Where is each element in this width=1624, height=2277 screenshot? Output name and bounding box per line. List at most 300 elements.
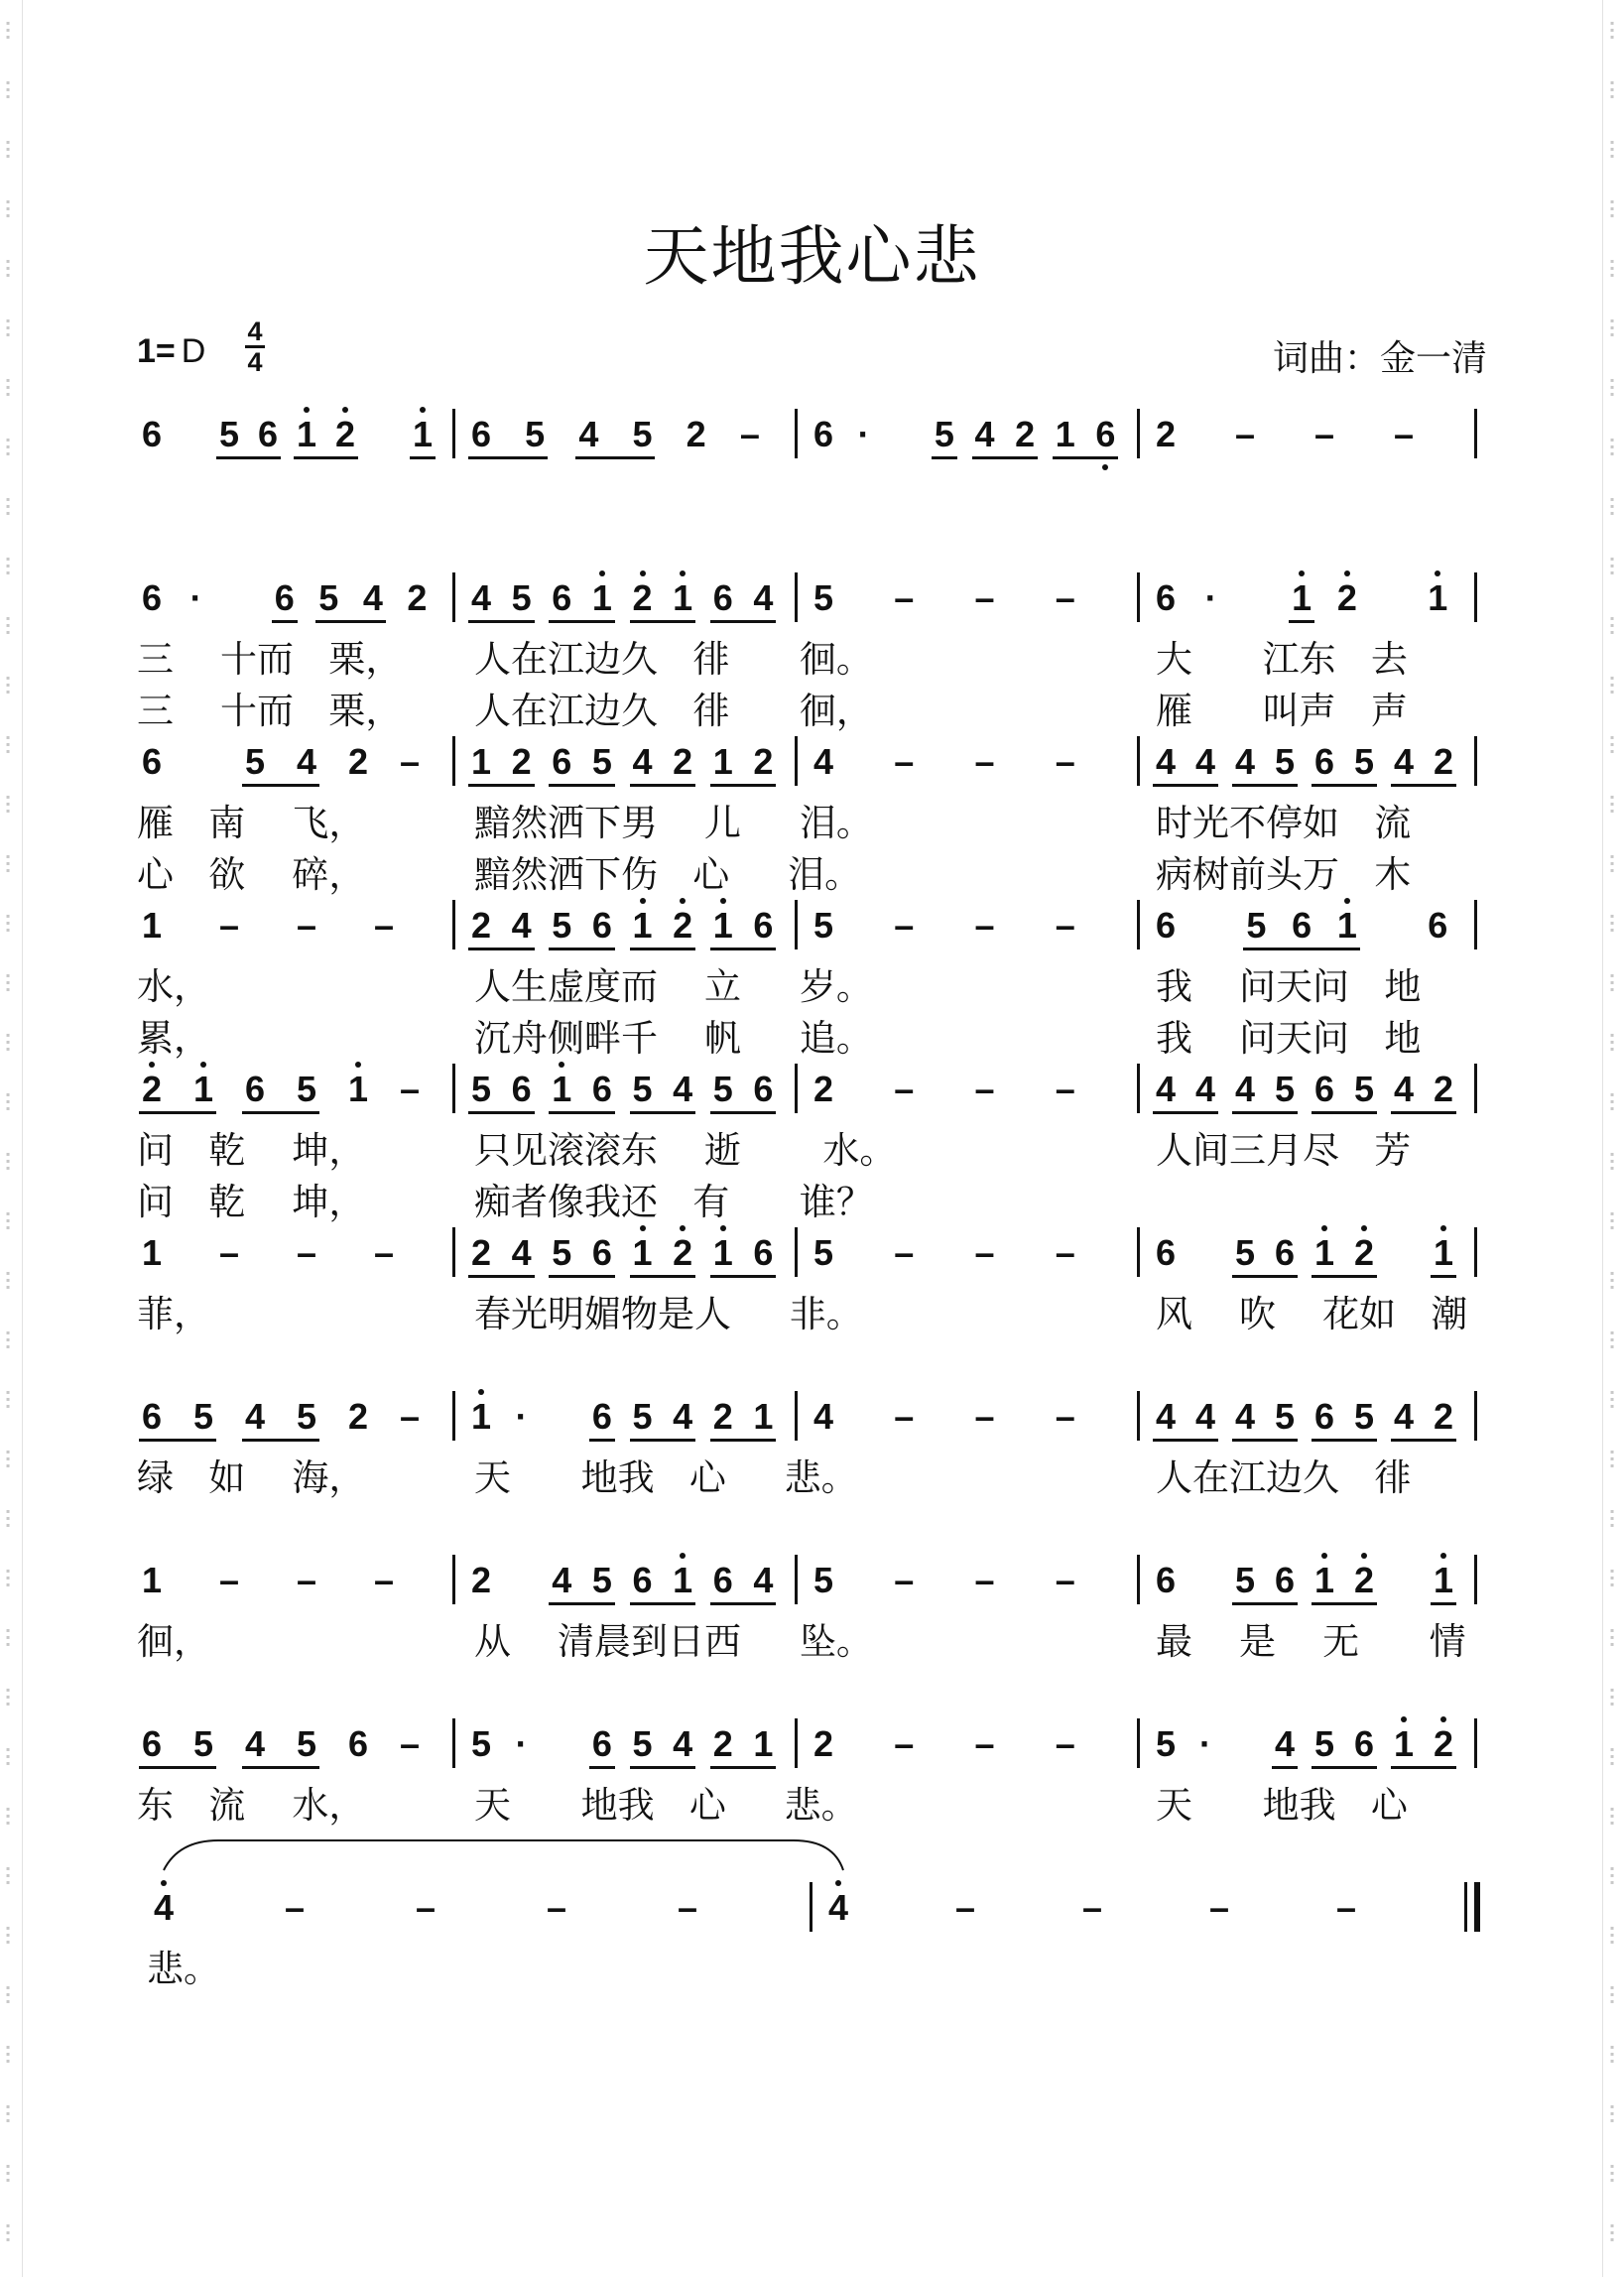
- beam-underline: [272, 620, 298, 623]
- note: –: [1081, 1887, 1103, 1928]
- note: 1: [141, 1560, 163, 1600]
- note: –: [218, 1560, 240, 1600]
- beam-underline: [468, 784, 535, 787]
- watermark-mark: ▪ ▪ ▪: [1609, 2222, 1615, 2243]
- note: 4: [296, 741, 317, 782]
- note: 6: [141, 577, 163, 618]
- watermark-mark: ▪ ▪ ▪: [5, 1449, 11, 1469]
- note: 2: [334, 414, 356, 454]
- octave-dot-high: [1299, 570, 1305, 576]
- watermark-mark: ▪ ▪ ▪: [1609, 615, 1615, 636]
- beam-underline: [1053, 456, 1119, 459]
- note: 5: [812, 905, 834, 946]
- barline: [1474, 1555, 1477, 1604]
- note: 4: [974, 414, 995, 454]
- note: –: [894, 741, 915, 782]
- note: 6: [274, 577, 295, 618]
- note: –: [1208, 1887, 1230, 1928]
- note: –: [1055, 1560, 1075, 1600]
- note: 6: [470, 414, 492, 454]
- barline: [1474, 409, 1477, 458]
- beam-underline: [1312, 1766, 1377, 1769]
- note: 2: [347, 741, 369, 782]
- note: –: [677, 1887, 698, 1928]
- staff-system: [0, 570, 1624, 630]
- watermark-mark: ▪ ▪ ▪: [1609, 1091, 1615, 1112]
- watermark-mark: ▪ ▪ ▪: [5, 794, 11, 815]
- note: –: [284, 1887, 306, 1928]
- note: 5: [470, 1723, 492, 1764]
- note: 4: [753, 577, 774, 618]
- note: –: [218, 1232, 240, 1273]
- watermark-mark: ▪ ▪ ▪: [5, 1746, 11, 1767]
- watermark-mark: ▪ ▪ ▪: [5, 79, 11, 100]
- barline: [1137, 900, 1140, 949]
- beam-underline: [710, 1111, 777, 1114]
- note: 6: [1313, 741, 1335, 782]
- note: 4: [244, 1396, 266, 1437]
- note: 6: [1353, 1723, 1375, 1764]
- lyric-line: 我 问天问 地: [1156, 1017, 1422, 1060]
- note: 6: [244, 1069, 266, 1109]
- lyric-line: 人生虚度而 立 岁。: [474, 965, 873, 1008]
- note: –: [1055, 741, 1075, 782]
- barline: [1137, 1391, 1140, 1441]
- barline: [795, 1555, 798, 1604]
- beam-underline: [315, 620, 386, 623]
- note: 6: [1274, 1232, 1296, 1273]
- note: 1: [753, 1396, 774, 1437]
- watermark-mark: ▪ ▪ ▪: [5, 913, 11, 934]
- beam-underline: [468, 1111, 535, 1114]
- octave-dot-high: [680, 1553, 686, 1559]
- note: 1: [1336, 905, 1357, 946]
- beam-underline: [1312, 1602, 1377, 1605]
- note: –: [399, 1069, 421, 1109]
- note: ·: [189, 577, 202, 618]
- note: 5: [712, 1069, 733, 1109]
- watermark-mark: ▪ ▪ ▪: [1609, 1806, 1615, 1827]
- beam-underline: [1243, 948, 1359, 950]
- beam-underline: [1391, 1111, 1456, 1114]
- note: –: [974, 1396, 995, 1437]
- barline: [452, 1555, 455, 1604]
- barline: [1474, 572, 1477, 622]
- note: 5: [1313, 1723, 1335, 1764]
- beam-underline: [468, 456, 548, 459]
- watermark-mark: ▪ ▪ ▪: [5, 1389, 11, 1410]
- lyric-line: 最 是 无 情: [1156, 1620, 1466, 1663]
- note: 4: [511, 1232, 532, 1273]
- lyric-line: 水，: [137, 965, 210, 1008]
- lyric-line: 人在江边久 徘 徊，: [474, 690, 873, 732]
- lyric-line: 天 地我 心 悲。: [474, 1456, 858, 1499]
- beam-underline: [1431, 1602, 1456, 1605]
- watermark-mark: ▪ ▪ ▪: [1609, 1925, 1615, 1946]
- watermark-mark: ▪ ▪ ▪: [1609, 1746, 1615, 1767]
- note: –: [399, 741, 421, 782]
- beam-underline: [242, 1439, 319, 1442]
- staff-system: [0, 407, 1624, 466]
- note: 1: [712, 905, 733, 946]
- beam-underline: [630, 1111, 696, 1114]
- watermark-mark: ▪ ▪ ▪: [1609, 258, 1615, 279]
- note: 1: [1292, 577, 1312, 618]
- beam-underline: [710, 1275, 777, 1278]
- beam-underline: [1232, 1602, 1298, 1605]
- watermark-mark: ▪ ▪ ▪: [1609, 139, 1615, 160]
- octave-dot-high: [720, 898, 726, 904]
- octave-dot-high: [1344, 570, 1350, 576]
- note: 6: [1274, 1560, 1296, 1600]
- note: 4: [1234, 1396, 1256, 1437]
- staff-system: [0, 1389, 1624, 1449]
- note: 4: [673, 1396, 693, 1437]
- note: 6: [712, 577, 733, 618]
- note: –: [1055, 1232, 1075, 1273]
- beam-underline: [630, 1275, 696, 1278]
- note: 6: [812, 414, 834, 454]
- note: 2: [686, 414, 706, 454]
- note: 5: [1353, 741, 1375, 782]
- watermark-mark: ▪ ▪ ▪: [1609, 1389, 1615, 1410]
- note: 1: [1313, 1232, 1335, 1273]
- note: 2: [141, 1069, 163, 1109]
- beam-underline: [710, 620, 777, 623]
- beam-underline: [630, 1766, 696, 1769]
- octave-dot-high: [1321, 1553, 1327, 1559]
- note: 5: [1155, 1723, 1177, 1764]
- staff-system: [0, 1553, 1624, 1612]
- note: 1: [753, 1723, 774, 1764]
- barline: [1464, 1882, 1467, 1932]
- watermark-mark: ▪ ▪ ▪: [1609, 913, 1615, 934]
- beam-underline: [1153, 784, 1218, 787]
- barline: [795, 1718, 798, 1768]
- watermark-mark: ▪ ▪ ▪: [5, 615, 11, 636]
- note: 2: [1353, 1560, 1375, 1600]
- note: 1: [712, 1232, 733, 1273]
- note: –: [296, 905, 317, 946]
- note: 6: [141, 741, 163, 782]
- watermark-mark: ▪ ▪ ▪: [1609, 2163, 1615, 2184]
- watermark-mark: ▪ ▪ ▪: [5, 437, 11, 457]
- watermark-mark: ▪ ▪ ▪: [5, 2044, 11, 2065]
- beam-underline: [549, 1602, 615, 1605]
- watermark-mark: ▪ ▪ ▪: [1609, 20, 1615, 41]
- note: –: [974, 1560, 995, 1600]
- watermark-mark: ▪ ▪ ▪: [5, 556, 11, 576]
- lyric-line: 黯然洒下男 儿 泪。: [474, 802, 873, 844]
- barline: [1474, 900, 1477, 949]
- beam-underline: [1312, 1275, 1377, 1278]
- note: 1: [470, 1396, 492, 1437]
- watermark-mark: ▪ ▪ ▪: [5, 1329, 11, 1350]
- watermark-mark: ▪ ▪ ▪: [1609, 794, 1615, 815]
- note: –: [399, 1723, 421, 1764]
- note: 4: [470, 577, 492, 618]
- key-signature: [137, 332, 205, 371]
- octave-dot-high: [478, 1389, 484, 1395]
- note: 5: [632, 414, 653, 454]
- barline: [452, 1391, 455, 1441]
- beam-underline: [549, 1275, 615, 1278]
- note: 5: [812, 1560, 834, 1600]
- note: 6: [1313, 1396, 1335, 1437]
- beam-underline: [710, 1766, 777, 1769]
- note: –: [1055, 577, 1075, 618]
- beam-underline: [932, 456, 957, 459]
- beam-underline: [710, 1439, 777, 1442]
- note: 2: [1353, 1232, 1375, 1273]
- note: 5: [296, 1723, 317, 1764]
- lyric-line: 问 乾 坤，: [137, 1181, 366, 1223]
- octave-dot-high: [640, 898, 646, 904]
- watermark-mark: ▪ ▪ ▪: [5, 1270, 11, 1291]
- beam-underline: [972, 456, 1039, 459]
- note: –: [373, 905, 395, 946]
- staff-system: [0, 1225, 1624, 1285]
- note: 6: [1155, 905, 1177, 946]
- beam-underline: [1232, 784, 1298, 787]
- lyric-line: 风 吹 花如 潮: [1156, 1293, 1468, 1335]
- barline: [795, 1391, 798, 1441]
- octave-dot-high: [1361, 1553, 1367, 1559]
- staff-system: [0, 898, 1624, 957]
- note: 5: [192, 1723, 214, 1764]
- octave-dot-high: [1344, 898, 1350, 904]
- watermark-mark: ▪ ▪ ▪: [5, 1032, 11, 1053]
- note: 4: [1155, 741, 1177, 782]
- note: 2: [753, 741, 774, 782]
- watermark-mark: ▪ ▪ ▪: [5, 1865, 11, 1886]
- lyric-line: 徊，: [137, 1620, 210, 1663]
- note: 4: [812, 1396, 834, 1437]
- note: 5: [511, 577, 532, 618]
- note: 2: [470, 1232, 492, 1273]
- barline: [1137, 1064, 1140, 1113]
- note: 5: [632, 1723, 653, 1764]
- note: 2: [673, 1232, 693, 1273]
- octave-dot-high: [640, 1225, 646, 1231]
- note: 6: [591, 1069, 612, 1109]
- note: 4: [1393, 1069, 1415, 1109]
- beam-underline: [575, 456, 655, 459]
- lyric-line: 天 地我 心: [1156, 1784, 1408, 1827]
- note: 5: [1353, 1396, 1375, 1437]
- note: 5: [296, 1396, 317, 1437]
- note: 6: [552, 741, 572, 782]
- note: 2: [712, 1723, 733, 1764]
- note: –: [1055, 1069, 1075, 1109]
- lyric-line: 时光不停如 流: [1156, 802, 1412, 844]
- watermark-mark: ▪ ▪ ▪: [1609, 1032, 1615, 1053]
- note: 4: [153, 1887, 175, 1928]
- note: 1: [141, 1232, 163, 1273]
- note: –: [296, 1232, 317, 1273]
- note: –: [415, 1887, 437, 1928]
- watermark-mark: ▪ ▪ ▪: [5, 139, 11, 160]
- beam-underline: [630, 948, 696, 950]
- note: 5: [1246, 905, 1267, 946]
- note: 4: [1194, 1396, 1216, 1437]
- watermark-mark: ▪ ▪ ▪: [1609, 2103, 1615, 2124]
- barline: [1137, 1718, 1140, 1768]
- barline: [452, 1064, 455, 1113]
- watermark-mark: ▪ ▪ ▪: [1609, 1568, 1615, 1588]
- watermark-mark: ▪ ▪ ▪: [5, 972, 11, 993]
- note: –: [894, 905, 915, 946]
- barline: [452, 900, 455, 949]
- lyric-line: 痴者像我还 有 谁？: [474, 1181, 873, 1223]
- staff-system: [0, 1880, 1624, 1940]
- note: 4: [632, 741, 653, 782]
- barline: [1137, 1227, 1140, 1277]
- note: –: [974, 1232, 995, 1273]
- octave-dot-high: [149, 1062, 155, 1068]
- beam-underline: [1289, 620, 1314, 623]
- barline: [1474, 1718, 1477, 1768]
- note: 1: [673, 1560, 693, 1600]
- note: 2: [1433, 1069, 1454, 1109]
- note: 4: [578, 414, 599, 454]
- lyric-line: 三 十而 栗，: [137, 638, 403, 681]
- octave-dot-high: [1440, 1716, 1446, 1722]
- note: ·: [515, 1723, 528, 1764]
- note: 5: [1274, 741, 1296, 782]
- octave-dot-high: [559, 1062, 564, 1068]
- note: 6: [1155, 577, 1177, 618]
- beam-underline: [549, 784, 615, 787]
- beam-underline: [294, 456, 358, 459]
- note: 2: [1433, 741, 1454, 782]
- note: –: [399, 1396, 421, 1437]
- beam-underline: [1232, 1439, 1298, 1442]
- beam-underline: [549, 948, 615, 950]
- note: ·: [1199, 1723, 1211, 1764]
- staff-system: [0, 734, 1624, 794]
- octave-dot-high: [1440, 1225, 1446, 1231]
- octave-dot-high: [200, 1062, 206, 1068]
- barline: [795, 409, 798, 458]
- barline: [810, 1882, 812, 1932]
- note: 6: [591, 905, 612, 946]
- lyric-line: 天 地我 心 悲。: [474, 1784, 858, 1827]
- note: 4: [1274, 1723, 1296, 1764]
- watermark-mark: ▪ ▪ ▪: [1609, 1151, 1615, 1172]
- beam-underline: [242, 784, 319, 787]
- note: 6: [1428, 905, 1448, 946]
- note: 4: [362, 577, 383, 618]
- beam-underline: [630, 620, 696, 623]
- lyric-line: 病树前头万 木: [1156, 853, 1412, 896]
- watermark-mark: ▪ ▪ ▪: [5, 20, 11, 41]
- note: 1: [1433, 1560, 1454, 1600]
- note: 6: [753, 905, 774, 946]
- watermark-mark: ▪ ▪ ▪: [5, 1806, 11, 1827]
- note: 6: [753, 1232, 774, 1273]
- lyric-line: 累，: [137, 1017, 210, 1060]
- note: –: [373, 1232, 395, 1273]
- note: –: [1335, 1887, 1357, 1928]
- note: 5: [1353, 1069, 1375, 1109]
- note: 4: [552, 1560, 572, 1600]
- time-bottom: 4: [247, 347, 263, 377]
- watermark-mark: ▪ ▪ ▪: [1609, 1627, 1615, 1648]
- note: 1: [192, 1069, 214, 1109]
- note: 2: [347, 1396, 369, 1437]
- note: 5: [244, 741, 266, 782]
- octave-dot-high: [599, 570, 605, 576]
- note: 6: [1095, 414, 1116, 454]
- beam-underline: [242, 1111, 319, 1114]
- note: 6: [141, 414, 163, 454]
- note: 2: [407, 577, 428, 618]
- octave-dot-high: [342, 407, 348, 413]
- note: 1: [296, 414, 317, 454]
- note: 2: [470, 905, 492, 946]
- watermark-mark: ▪ ▪ ▪: [1609, 1687, 1615, 1708]
- watermark-mark: ▪ ▪ ▪: [5, 1508, 11, 1529]
- beam-underline: [710, 784, 777, 787]
- barline: [1474, 736, 1477, 786]
- beam-underline: [630, 1439, 696, 1442]
- barline: [1474, 1064, 1477, 1113]
- note: 5: [552, 1232, 572, 1273]
- watermark-mark: ▪ ▪ ▪: [5, 2103, 11, 2124]
- watermark-mark: ▪ ▪ ▪: [1609, 2044, 1615, 2065]
- note: 4: [1234, 741, 1256, 782]
- watermark-mark: ▪ ▪ ▪: [1609, 496, 1615, 517]
- note: 5: [632, 1396, 653, 1437]
- barline: [452, 1718, 455, 1768]
- barline: [795, 1227, 798, 1277]
- note: –: [954, 1887, 976, 1928]
- note: 5: [1234, 1560, 1256, 1600]
- beam-underline: [242, 1766, 319, 1769]
- note: 5: [591, 741, 612, 782]
- watermark-mark: ▪ ▪ ▪: [5, 1091, 11, 1112]
- note: 1: [552, 1069, 572, 1109]
- note: 1: [632, 1232, 653, 1273]
- note: 1: [141, 905, 163, 946]
- beam-underline: [589, 1766, 615, 1769]
- note: 4: [753, 1560, 774, 1600]
- octave-dot-low: [1102, 464, 1108, 470]
- lyric-line: 从 清晨到日西 坠。: [474, 1620, 873, 1663]
- note: 6: [141, 1396, 163, 1437]
- barline: [1137, 1555, 1140, 1604]
- lyric-line: 黯然洒下伤 心 泪。: [474, 853, 862, 896]
- beam-underline: [710, 948, 777, 950]
- note: 1: [1433, 1232, 1454, 1273]
- beam-underline: [1312, 1111, 1377, 1114]
- note: 2: [470, 1560, 492, 1600]
- watermark-mark: ▪ ▪ ▪: [5, 2222, 11, 2243]
- lyric-line: 我 问天问 地: [1156, 965, 1422, 1008]
- barline: [1137, 572, 1140, 622]
- beam-underline: [630, 1602, 696, 1605]
- note: –: [218, 905, 240, 946]
- barline: [1137, 736, 1140, 786]
- lyric-line: 绿 如 海，: [137, 1456, 366, 1499]
- note: –: [894, 577, 915, 618]
- watermark-mark: ▪ ▪ ▪: [5, 2163, 11, 2184]
- beam-underline: [410, 456, 436, 459]
- key-one: 1=: [137, 332, 176, 370]
- beam-underline: [1391, 1439, 1456, 1442]
- note: 1: [1393, 1723, 1415, 1764]
